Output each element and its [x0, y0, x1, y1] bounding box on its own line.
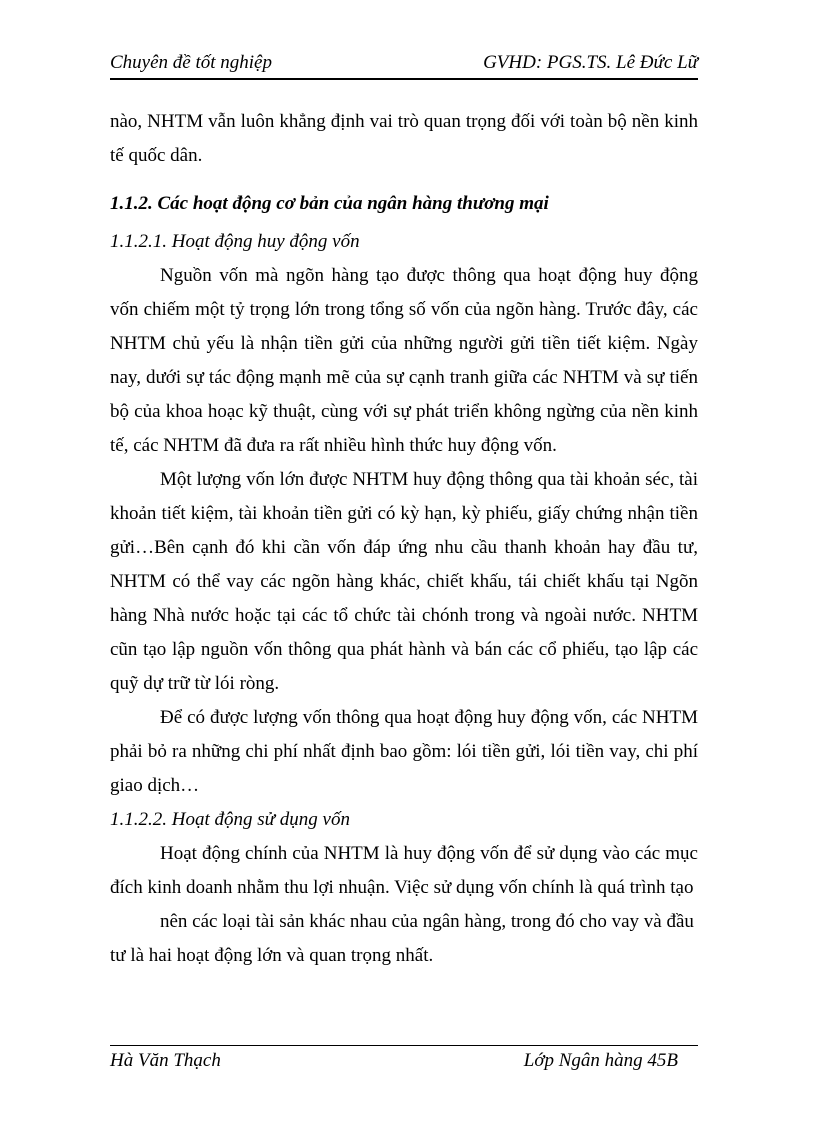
header-supervisor: GVHD: PGS.TS. Lê Đức Lữ — [483, 52, 698, 73]
paragraph-4-line: nên các loại tài sản khác nhau của ngân hàng, trong đó cho vay và đầu — [160, 911, 694, 932]
section-title: 1.1.2. Các hoạt động cơ bản của ngân hàng thương mại — [110, 193, 549, 214]
paragraph-1: Nguồn vốn mà ngõn hàng tạo được thông qua hoạt động huy động vốn chiếm một tỷ trọng lớn trong tổng số vốn của ngõn hàng. Trước đây, các NHTM chủ yếu là nhận tiền gửi của những người gửi tiền tiết kiệm. Ngày nay, dưới sự tác động mạnh mẽ của sự cạnh tranh giữa các NHTM và sự tiến bộ của khoa hoạc kỹ thuật, cùng với sự phát triển không ngừng của nền kinh tế, các NHTM đã đưa ra rất nhiều hình thức huy động vốn. — [110, 265, 698, 456]
subsection-title-2: 1.1.2.2. Hoạt động sử dụng vốn — [110, 809, 350, 830]
paragraph-2: Một lượng vốn lớn được NHTM huy động thông qua tài khoản séc, tài khoản tiết kiệm, tài khoản tiền gửi có kỳ hạn, kỳ phiếu, giấy chứng nhận tiền gửi…Bên cạnh đó khi cần vốn đáp ứng nhu cầu thanh khoản hay đầu tư, NHTM có thể vay các ngõn hàng khác, chiết khấu, tái chiết khấu tại Ngõn hàng Nhà nước hoặc tại các tổ chức tài chónh trong và ngoài nước. NHTM cũn tạo lập nguồn vốn thông qua phát hành và bán các cổ phiếu, tạo lập các quỹ dự trữ từ lói ròng. — [110, 469, 698, 694]
page-header — [110, 50, 698, 80]
page-content — [110, 105, 698, 973]
paragraph-3: Để có được lượng vốn thông qua hoạt động huy động vốn, các NHTM phải bỏ ra những chi phí nhất định bao gồm: lói tiền gửi, lói tiền vay, chi phí giao dịch… — [110, 707, 698, 796]
page-footer — [110, 1045, 698, 1078]
paragraph-4: Hoạt động chính của NHTM là huy động vốn để sử dụng vào các mục đích kinh doanh nhằm thu lợi nhuận. Việc sử dụng vốn chính là quá trình tạo — [110, 843, 698, 898]
footer-class: Lớp Ngân hàng 45B — [523, 1050, 678, 1071]
intro-paragraph: nào, NHTM vẫn luôn khẳng định vai trò quan trọng đối với toàn bộ nền kinh tế quốc dân. — [110, 111, 698, 166]
paragraph-4-end: tư là hai hoạt động lớn và quan trọng nhất. — [110, 945, 434, 966]
footer-author: Hà Văn Thạch — [110, 1050, 221, 1071]
subsection-title-1: 1.1.2.1. Hoạt động huy động vốn — [110, 231, 360, 252]
header-document-type: Chuyên đề tốt nghiệp — [110, 52, 272, 73]
